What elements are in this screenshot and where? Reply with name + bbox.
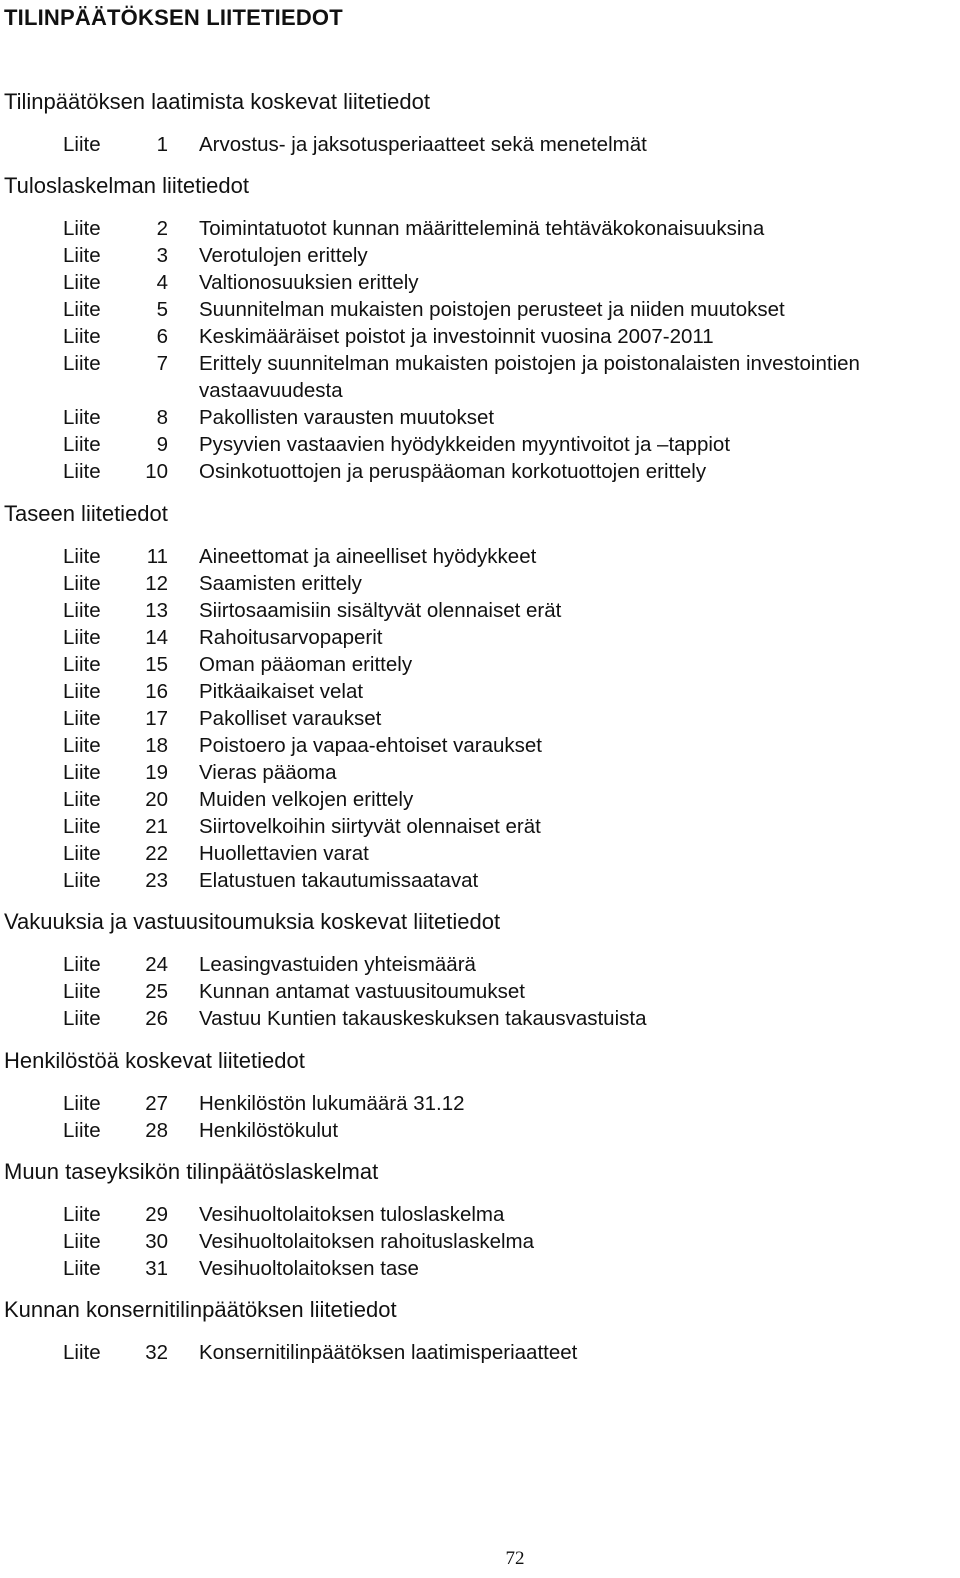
notes-list — [0, 1339, 960, 1366]
note-title: Verotulojen erittely — [199, 244, 368, 267]
note-number: 25 — [145, 980, 168, 1003]
note-entry — [0, 242, 960, 269]
note-title: Siirtosaamisiin sisältyvät olennaiset erät — [199, 599, 562, 622]
note-number: 8 — [156, 406, 168, 429]
notes-list — [0, 951, 960, 1032]
note-title: Keskimääräiset poistot ja investoinnit vuosina 2007-2011 — [199, 325, 714, 348]
notes-list — [0, 215, 960, 485]
section-heading: Taseen liitetiedot — [4, 501, 168, 526]
note-entry — [0, 215, 960, 242]
note-title: Saamisten erittely — [199, 572, 362, 595]
note-entry — [0, 840, 960, 867]
note-title: Aineettomat ja aineelliset hyödykkeet — [199, 545, 537, 568]
note-label: Liite — [63, 815, 101, 838]
note-label: Liite — [63, 433, 101, 456]
note-entry — [0, 978, 960, 1005]
notes-section — [0, 908, 960, 1032]
note-number: 31 — [145, 1257, 168, 1280]
note-number: 5 — [156, 298, 168, 321]
note-entry — [0, 296, 960, 323]
note-entry — [0, 131, 960, 158]
note-number: 2 — [156, 217, 168, 240]
note-label: Liite — [63, 653, 101, 676]
note-title: Kunnan antamat vastuusitoumukset — [199, 980, 525, 1003]
note-label: Liite — [63, 1230, 101, 1253]
note-entry — [0, 458, 960, 485]
note-label: Liite — [63, 298, 101, 321]
note-number: 3 — [156, 244, 168, 267]
note-number: 27 — [145, 1092, 168, 1115]
note-entry — [0, 404, 960, 431]
note-label: Liite — [63, 133, 101, 156]
note-number: 32 — [145, 1341, 168, 1364]
note-number: 10 — [145, 460, 168, 483]
note-label: Liite — [63, 1119, 101, 1142]
notes-section — [0, 172, 960, 485]
note-number: 15 — [145, 653, 168, 676]
note-number: 24 — [145, 953, 168, 976]
note-label: Liite — [63, 325, 101, 348]
note-title: Leasingvastuiden yhteismäärä — [199, 953, 476, 976]
note-title: Suunnitelman mukaisten poistojen perusteet ja niiden muutokset — [199, 298, 785, 321]
note-title: Rahoitusarvopaperit — [199, 626, 383, 649]
note-number: 26 — [145, 1007, 168, 1030]
note-entry — [0, 1090, 960, 1117]
note-label: Liite — [63, 1203, 101, 1226]
note-label: Liite — [63, 980, 101, 1003]
note-number: 7 — [156, 352, 168, 375]
note-title: Vesihuoltolaitoksen rahoituslaskelma — [199, 1230, 535, 1253]
note-title: Pysyvien vastaavien hyödykkeiden myyntivoitot ja –tappiot — [199, 433, 731, 456]
note-title: Arvostus- ja jaksotusperiaatteet sekä menetelmät — [199, 133, 647, 156]
note-title: Vieras pääoma — [199, 761, 337, 784]
note-title: Oman pääoman erittely — [199, 653, 413, 676]
document-title: TILINPÄÄTÖKSEN LIITETIEDOT — [4, 5, 343, 30]
note-label: Liite — [63, 953, 101, 976]
note-label: Liite — [63, 1341, 101, 1364]
note-label: Liite — [63, 572, 101, 595]
notes-section — [0, 88, 960, 158]
note-entry — [0, 1005, 960, 1032]
note-title: Muiden velkojen erittely — [199, 788, 414, 811]
note-label: Liite — [63, 761, 101, 784]
section-heading: Kunnan konsernitilinpäätöksen liitetiedot — [4, 1297, 397, 1322]
note-title: Elatustuen takautumissaatavat — [199, 869, 479, 892]
note-label: Liite — [63, 1257, 101, 1280]
note-title: Poistoero ja vapaa-ehtoiset varaukset — [199, 734, 543, 757]
note-number: 6 — [156, 325, 168, 348]
note-entry — [0, 705, 960, 732]
note-label: Liite — [63, 842, 101, 865]
note-title: Siirtovelkoihin siirtyvät olennaiset erät — [199, 815, 541, 838]
note-title: Valtionosuuksien erittely — [199, 271, 419, 294]
note-label: Liite — [63, 1092, 101, 1115]
note-title: Vesihuoltolaitoksen tuloslaskelma — [199, 1203, 505, 1226]
note-label: Liite — [63, 869, 101, 892]
note-entry — [0, 543, 960, 570]
note-label: Liite — [63, 1007, 101, 1030]
note-number: 12 — [145, 572, 168, 595]
note-entry — [0, 732, 960, 759]
note-entry — [0, 1228, 960, 1255]
note-entry — [0, 1201, 960, 1228]
note-entry — [0, 570, 960, 597]
note-number: 30 — [145, 1230, 168, 1253]
notes-section — [0, 500, 960, 894]
notes-list — [0, 131, 960, 158]
note-number: 28 — [145, 1119, 168, 1142]
note-number: 22 — [145, 842, 168, 865]
note-entry — [0, 624, 960, 651]
note-entry — [0, 759, 960, 786]
note-number: 18 — [145, 734, 168, 757]
section-heading: Henkilöstöä koskevat liitetiedot — [4, 1048, 305, 1073]
note-number: 9 — [156, 433, 168, 456]
note-number: 17 — [145, 707, 168, 730]
note-label: Liite — [63, 217, 101, 240]
notes-section — [0, 1047, 960, 1144]
notes-list — [0, 543, 960, 894]
note-entry — [0, 269, 960, 296]
note-title: Osinkotuottojen ja peruspääoman korkotuottojen erittely — [199, 460, 707, 483]
note-number: 19 — [145, 761, 168, 784]
note-entry — [0, 597, 960, 624]
note-label: Liite — [63, 626, 101, 649]
note-entry — [0, 867, 960, 894]
note-number: 29 — [145, 1203, 168, 1226]
section-heading: Tilinpäätöksen laatimista koskevat liitetiedot — [4, 89, 430, 114]
note-title: Henkilöstön lukumäärä 31.12 — [199, 1092, 465, 1115]
note-number: 23 — [145, 869, 168, 892]
note-title: Pitkäaikaiset velat — [199, 680, 364, 703]
notes-list — [0, 1090, 960, 1144]
note-label: Liite — [63, 352, 101, 375]
note-number: 14 — [145, 626, 168, 649]
page-number: 72 — [505, 1548, 525, 1569]
note-entry — [0, 1255, 960, 1282]
note-entry — [0, 350, 960, 404]
note-label: Liite — [63, 545, 101, 568]
note-entry — [0, 323, 960, 350]
note-label: Liite — [63, 734, 101, 757]
note-entry — [0, 813, 960, 840]
note-entry — [0, 1339, 960, 1366]
note-label: Liite — [63, 788, 101, 811]
note-entry — [0, 786, 960, 813]
section-heading: Muun taseyksikön tilinpäätöslaskelmat — [4, 1159, 379, 1184]
note-entry — [0, 651, 960, 678]
note-label: Liite — [63, 460, 101, 483]
note-number: 13 — [145, 599, 168, 622]
note-entry — [0, 678, 960, 705]
note-label: Liite — [63, 406, 101, 429]
note-title: Erittely suunnitelman mukaisten poistojen ja poistonalaisten investointien vastaavuudesta — [199, 352, 860, 402]
note-label: Liite — [63, 707, 101, 730]
notes-list — [0, 1201, 960, 1282]
note-title: Vesihuoltolaitoksen tase — [199, 1257, 419, 1280]
note-entry — [0, 431, 960, 458]
note-number: 20 — [145, 788, 168, 811]
note-label: Liite — [63, 680, 101, 703]
note-title: Henkilöstökulut — [199, 1119, 339, 1142]
note-label: Liite — [63, 244, 101, 267]
note-title: Konsernitilinpäätöksen laatimisperiaatteet — [199, 1341, 578, 1364]
note-label: Liite — [63, 599, 101, 622]
note-number: 21 — [145, 815, 168, 838]
note-title: Huollettavien varat — [199, 842, 369, 865]
notes-section — [0, 1158, 960, 1282]
note-number: 16 — [145, 680, 168, 703]
notes-section — [0, 1296, 960, 1366]
note-title: Pakolliset varaukset — [199, 707, 382, 730]
note-number: 1 — [156, 133, 168, 156]
section-heading: Vakuuksia ja vastuusitoumuksia koskevat liitetiedot — [4, 909, 501, 934]
note-title: Vastuu Kuntien takauskeskuksen takausvastuista — [199, 1007, 647, 1030]
section-heading: Tuloslaskelman liitetiedot — [4, 173, 249, 198]
note-title: Pakollisten varausten muutokset — [199, 406, 495, 429]
note-title: Toimintatuotot kunnan määritteleminä tehtäväkokonaisuuksina — [199, 217, 765, 240]
note-entry — [0, 951, 960, 978]
note-number: 4 — [156, 271, 168, 294]
note-label: Liite — [63, 271, 101, 294]
note-number: 11 — [146, 545, 168, 568]
note-entry — [0, 1117, 960, 1144]
